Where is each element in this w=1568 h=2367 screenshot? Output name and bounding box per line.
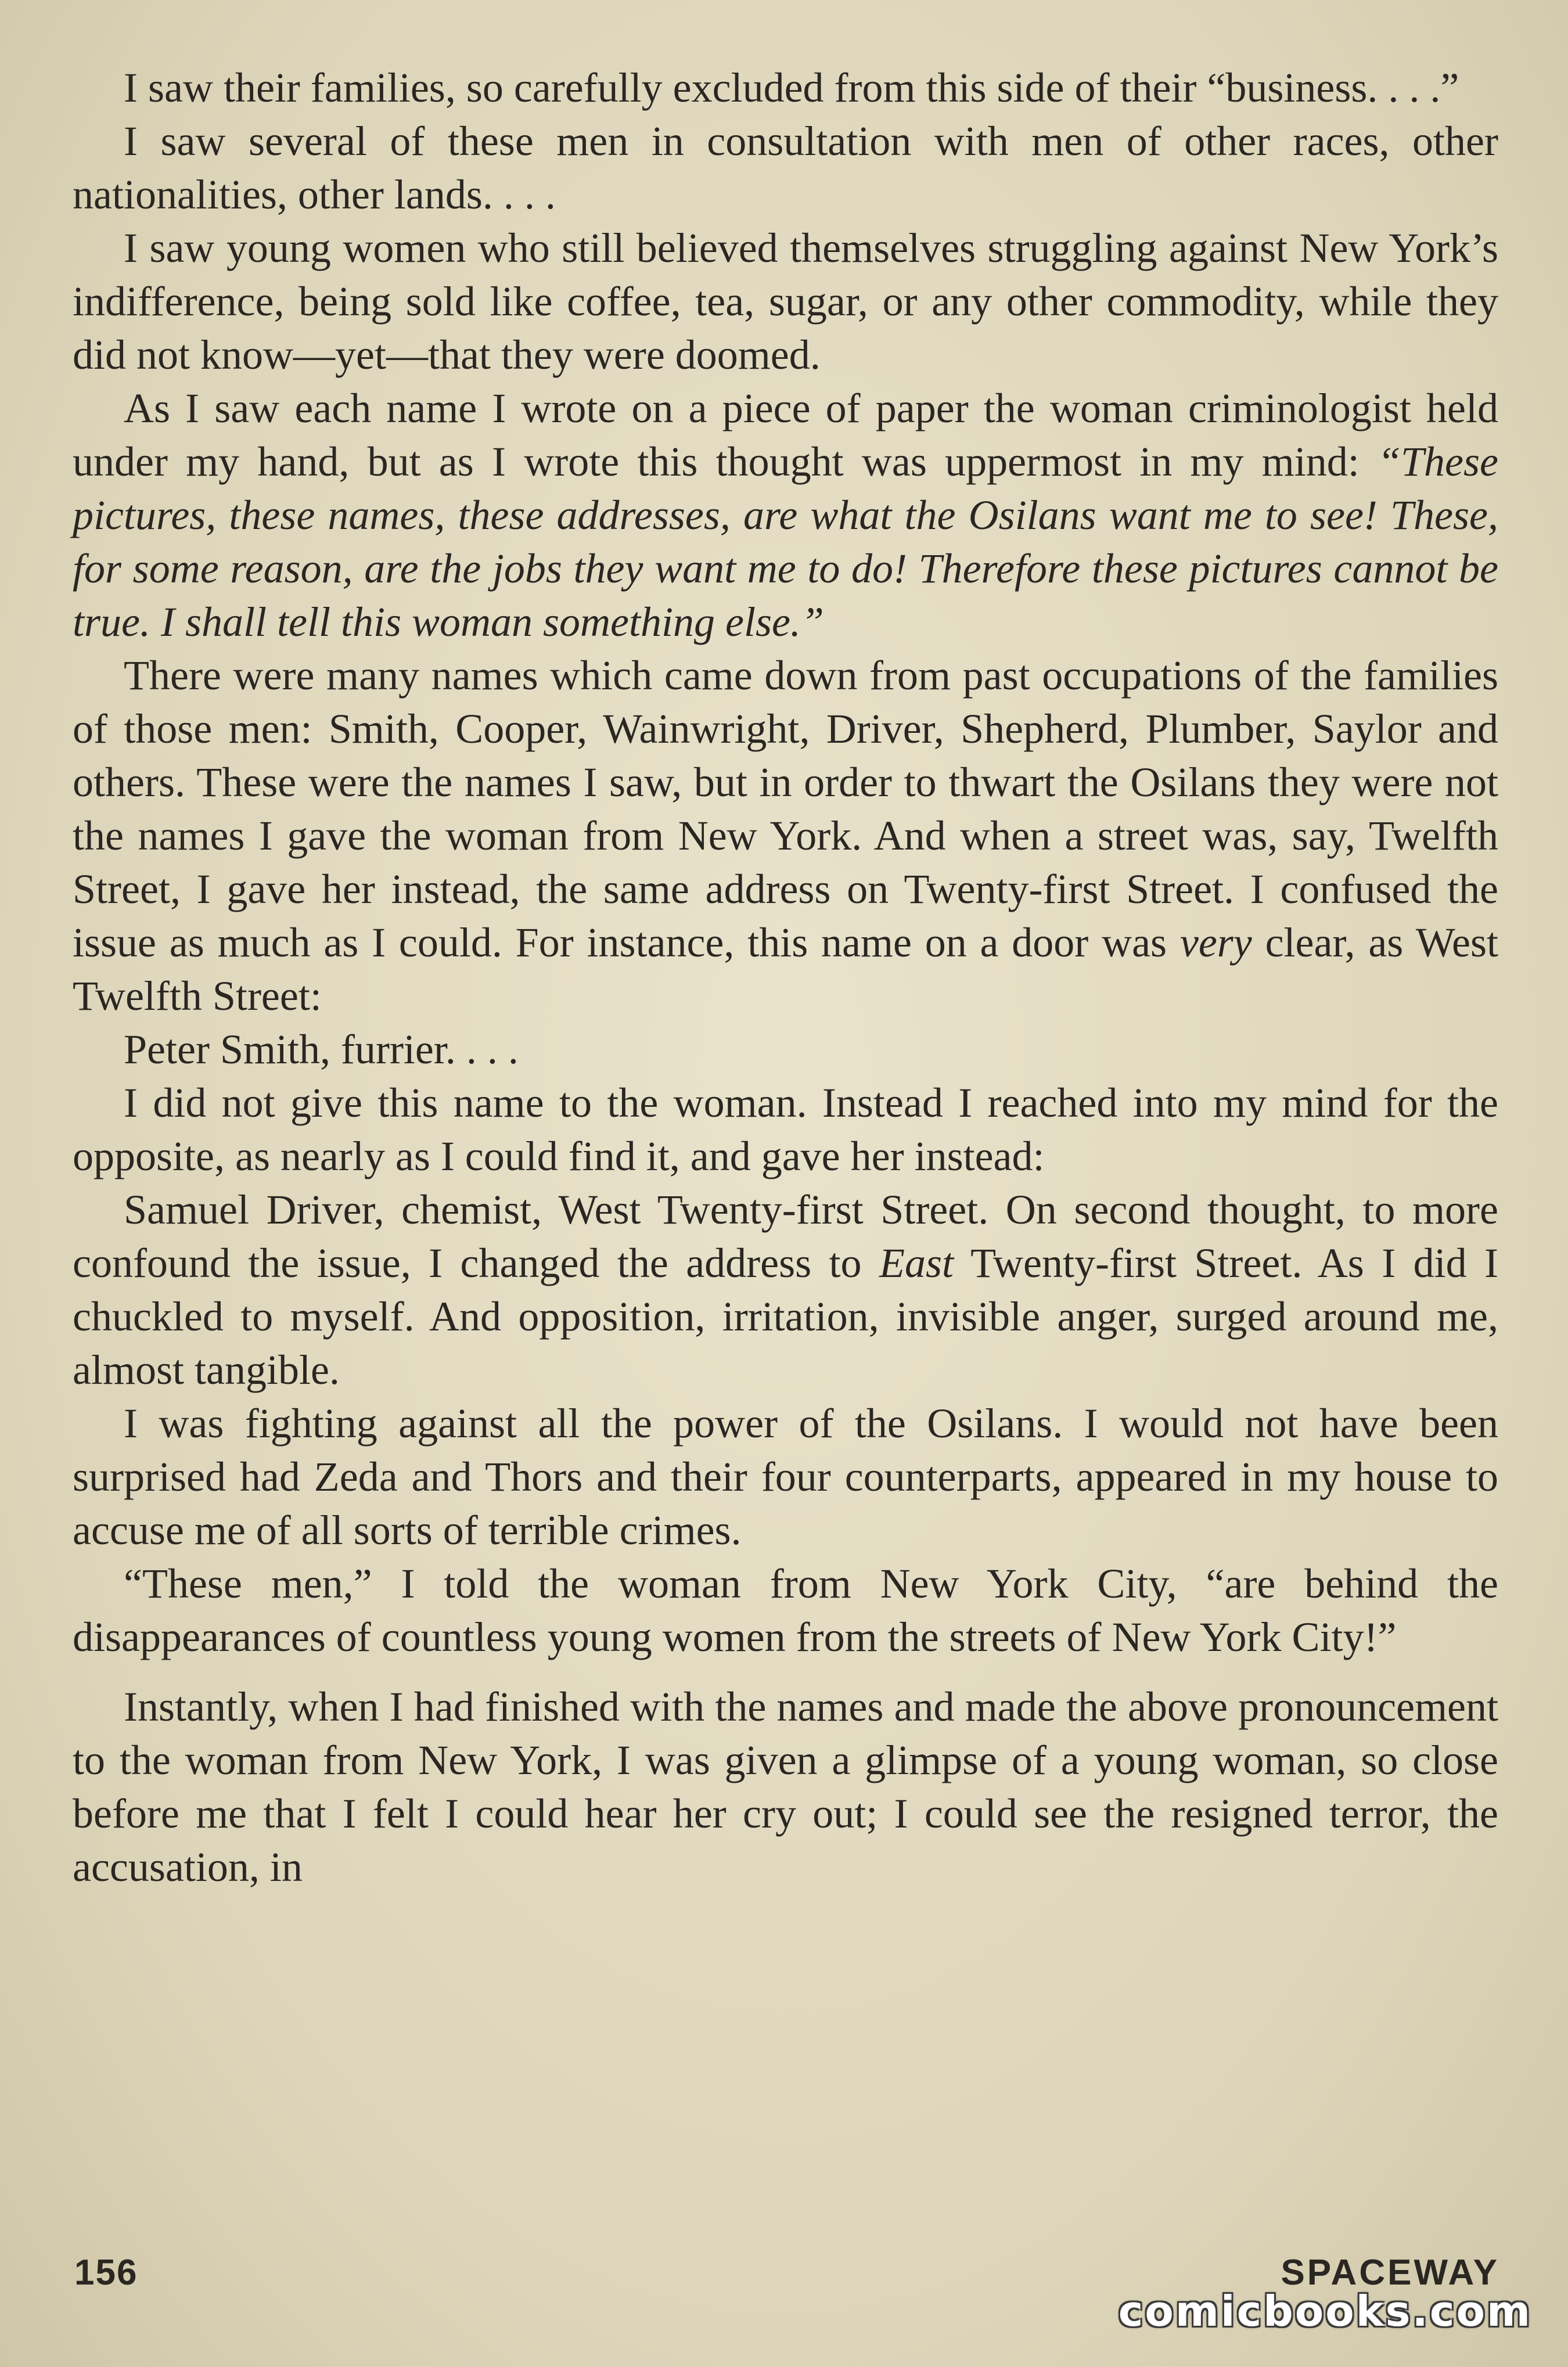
- paragraph-text: As I saw each name I wrote on a piece of paper the woman criminologist held under my hand, but as I wrote this thought was uppermost in my mind:: [73, 385, 1498, 485]
- italic-quote: “These pictures, these names, these addresses, are what the Osilans want me to see! These, for some reason, are the jobs they want me to do! Therefore these pictures cannot be true. I shall tell this woman something else.”: [73, 438, 1498, 645]
- paragraph: I saw their families, so carefully excluded from this side of their “business. . . .”: [124, 64, 1459, 111]
- paragraph-text: Twenty-first Street. As I did I chuckled to myself. And opposition, irritation, invisible anger, surged around me, almost tangible.: [73, 1240, 1498, 1393]
- watermark-logo: comicbooks.com: [1118, 2287, 1532, 2336]
- paragraph: “These men,” I told the woman from New York City, “are behind the disappearances of countless young women from the streets of New York City!”: [73, 1560, 1498, 1660]
- paragraph-text: Samuel Driver, chemist, West Twenty-first Street. On second thought, to more confound the issue, I changed the address to: [73, 1186, 1498, 1286]
- italic-word: East: [879, 1240, 954, 1286]
- italic-word: very: [1179, 919, 1252, 966]
- paragraph: I did not give this name to the woman. Instead I reached into my mind for the opposite, as nearly as I could find it, and gave her instead:: [73, 1080, 1498, 1179]
- paragraph-text: clear, as West Twelfth Street:: [73, 919, 1498, 1019]
- paragraph: [73, 649, 1498, 1023]
- body-text: [73, 61, 1498, 1894]
- paragraph: I was fighting against all the power of the Osilans. I would not have been surprised had Zeda and Thors and their four counterparts, appeared in my house to accuse me of all sorts of terrible crimes.: [73, 1400, 1498, 1553]
- paragraph: [73, 382, 1498, 649]
- page-number: 156: [74, 2253, 138, 2293]
- paragraph: I saw several of these men in consultation with men of other races, other nationalities, other lands. . . .: [73, 118, 1498, 218]
- paragraph: I saw young women who still believed themselves struggling against New York’s indifference, being sold like coffee, tea, sugar, or any other commodity, while they did not know—yet—that they were doomed.: [73, 225, 1498, 378]
- paragraph: Peter Smith, furrier. . . .: [124, 1026, 519, 1073]
- paragraph-text: There were many names which came down from past occupations of the families of those men: Smith, Cooper, Wainwright, Driver, Shepherd, Plumber, Saylor and others. These were the names I saw, but in order to thwart the Osilans they were not the names I gave the woman from New York. And when a street was, say, Twelfth Street, I gave her instead, the same address on Twenty-first Street. I confused the issue as much as I could. For instance, this name on a door was: [73, 652, 1498, 966]
- paragraph: Instantly, when I had finished with the names and made the above pronouncement to the woman from New York, I was given a glimpse of a young woman, so close before me that I felt I could hear her cry out; I could see the resigned terror, the accusation, in: [73, 1683, 1498, 1890]
- magazine-title: SPACEWAY: [1281, 2253, 1499, 2293]
- paragraph: [73, 1183, 1498, 1397]
